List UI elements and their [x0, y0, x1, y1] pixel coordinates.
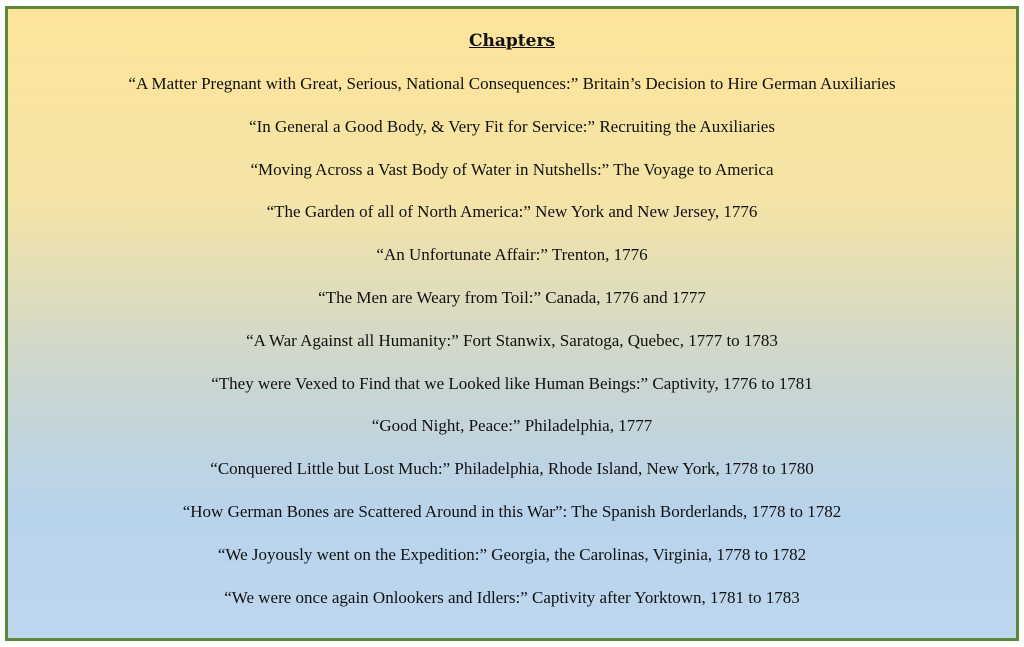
chapter-item: “The Men are Weary from Toil:” Canada, 1776 and 1777 — [318, 287, 706, 307]
chapters-heading: Chapters — [469, 31, 555, 51]
chapter-item: “We were once again Onlookers and Idlers:” Captivity after Yorktown, 1781 to 1783 — [224, 587, 800, 607]
chapter-item: “An Unfortunate Affair:” Trenton, 1776 — [376, 245, 648, 265]
chapter-item: “In General a Good Body, & Very Fit for Service:” Recruiting the Auxiliaries — [249, 116, 775, 136]
chapter-item: “They were Vexed to Find that we Looked like Human Beings:” Captivity, 1776 to 1781 — [211, 373, 813, 393]
chapter-item: “We Joyously went on the Expedition:” Georgia, the Carolinas, Virginia, 1778 to 1782 — [217, 544, 807, 564]
chapter-item: “The Garden of all of North America:” New York and New Jersey, 1776 — [266, 202, 758, 222]
chapters-panel — [5, 6, 1019, 641]
chapter-item: “A War Against all Humanity:” Fort Stanwix, Saratoga, Quebec, 1777 to 1783 — [246, 330, 778, 350]
chapter-item: “Good Night, Peace:” Philadelphia, 1777 — [371, 416, 653, 436]
chapter-item: “Moving Across a Vast Body of Water in Nutshells:” The Voyage to America — [250, 159, 774, 179]
chapter-list — [8, 69, 1016, 625]
chapter-item: “How German Bones are Scattered Around in this War”: The Spanish Borderlands, 1778 to 1782 — [182, 501, 842, 521]
chapter-item: “Conquered Little but Lost Much:” Philadelphia, Rhode Island, New York, 1778 to 1780 — [210, 459, 814, 479]
chapter-item: “A Matter Pregnant with Great, Serious, National Consequences:” Britain’s Decision to Hire German Auxiliaries — [128, 74, 896, 93]
